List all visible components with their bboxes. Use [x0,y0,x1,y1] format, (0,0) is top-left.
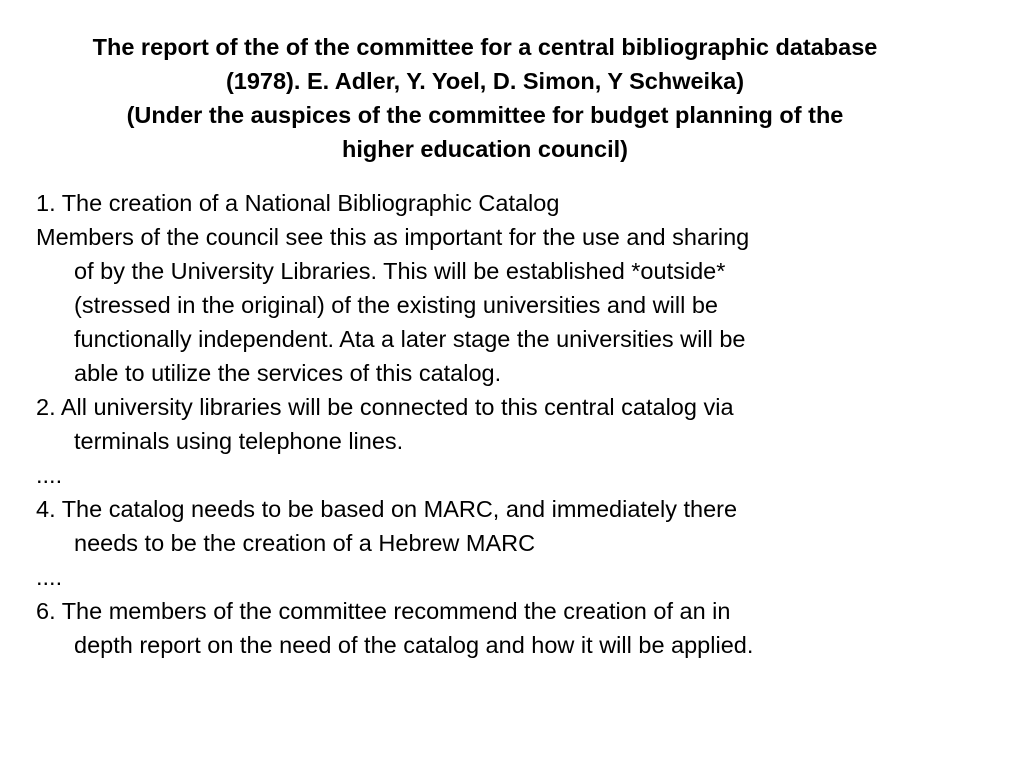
item-1-text-line: functionally independent. Ata a later stage the universities will be [74,326,746,352]
item-2-line: 2. All university libraries will be connected to this central catalog via [36,394,734,420]
item-1-text-line: (stressed in the original) of the existing universities and will be [74,292,718,318]
item-6-line: 6. The members of the committee recommend the creation of an in [36,598,731,624]
slide-body [36,186,936,662]
item-1-text [36,220,936,390]
ellipsis-2: .... [36,564,63,590]
item-2-line: terminals using telephone lines. [74,428,404,454]
title-line-2: (1978). E. Adler, Y. Yoel, D. Simon, Y Schweika) [225,68,745,94]
ellipsis-1: .... [36,462,63,488]
item-1-text-line: able to utilize the services of this catalog. [74,360,502,386]
item-6-line: depth report on the need of the catalog and how it will be applied. [74,632,754,658]
title-line-3: (Under the auspices of the committee for budget planning of the [126,102,844,128]
title-line-1: The report of the of the committee for a central bibliographic database [92,34,878,60]
item-4 [36,492,936,560]
item-1-heading: 1. The creation of a National Bibliographic Catalog [36,190,560,216]
item-4-line: needs to be the creation of a Hebrew MARC [74,530,536,556]
item-6 [36,594,936,662]
slide-title [0,30,970,166]
item-1-text-line: Members of the council see this as important for the use and sharing [36,224,750,250]
title-line-4: higher education council) [342,136,628,162]
item-2 [36,390,936,458]
item-1-text-line: of by the University Libraries. This will be established *outside* [74,258,726,284]
item-4-line: 4. The catalog needs to be based on MARC, and immediately there [36,496,738,522]
